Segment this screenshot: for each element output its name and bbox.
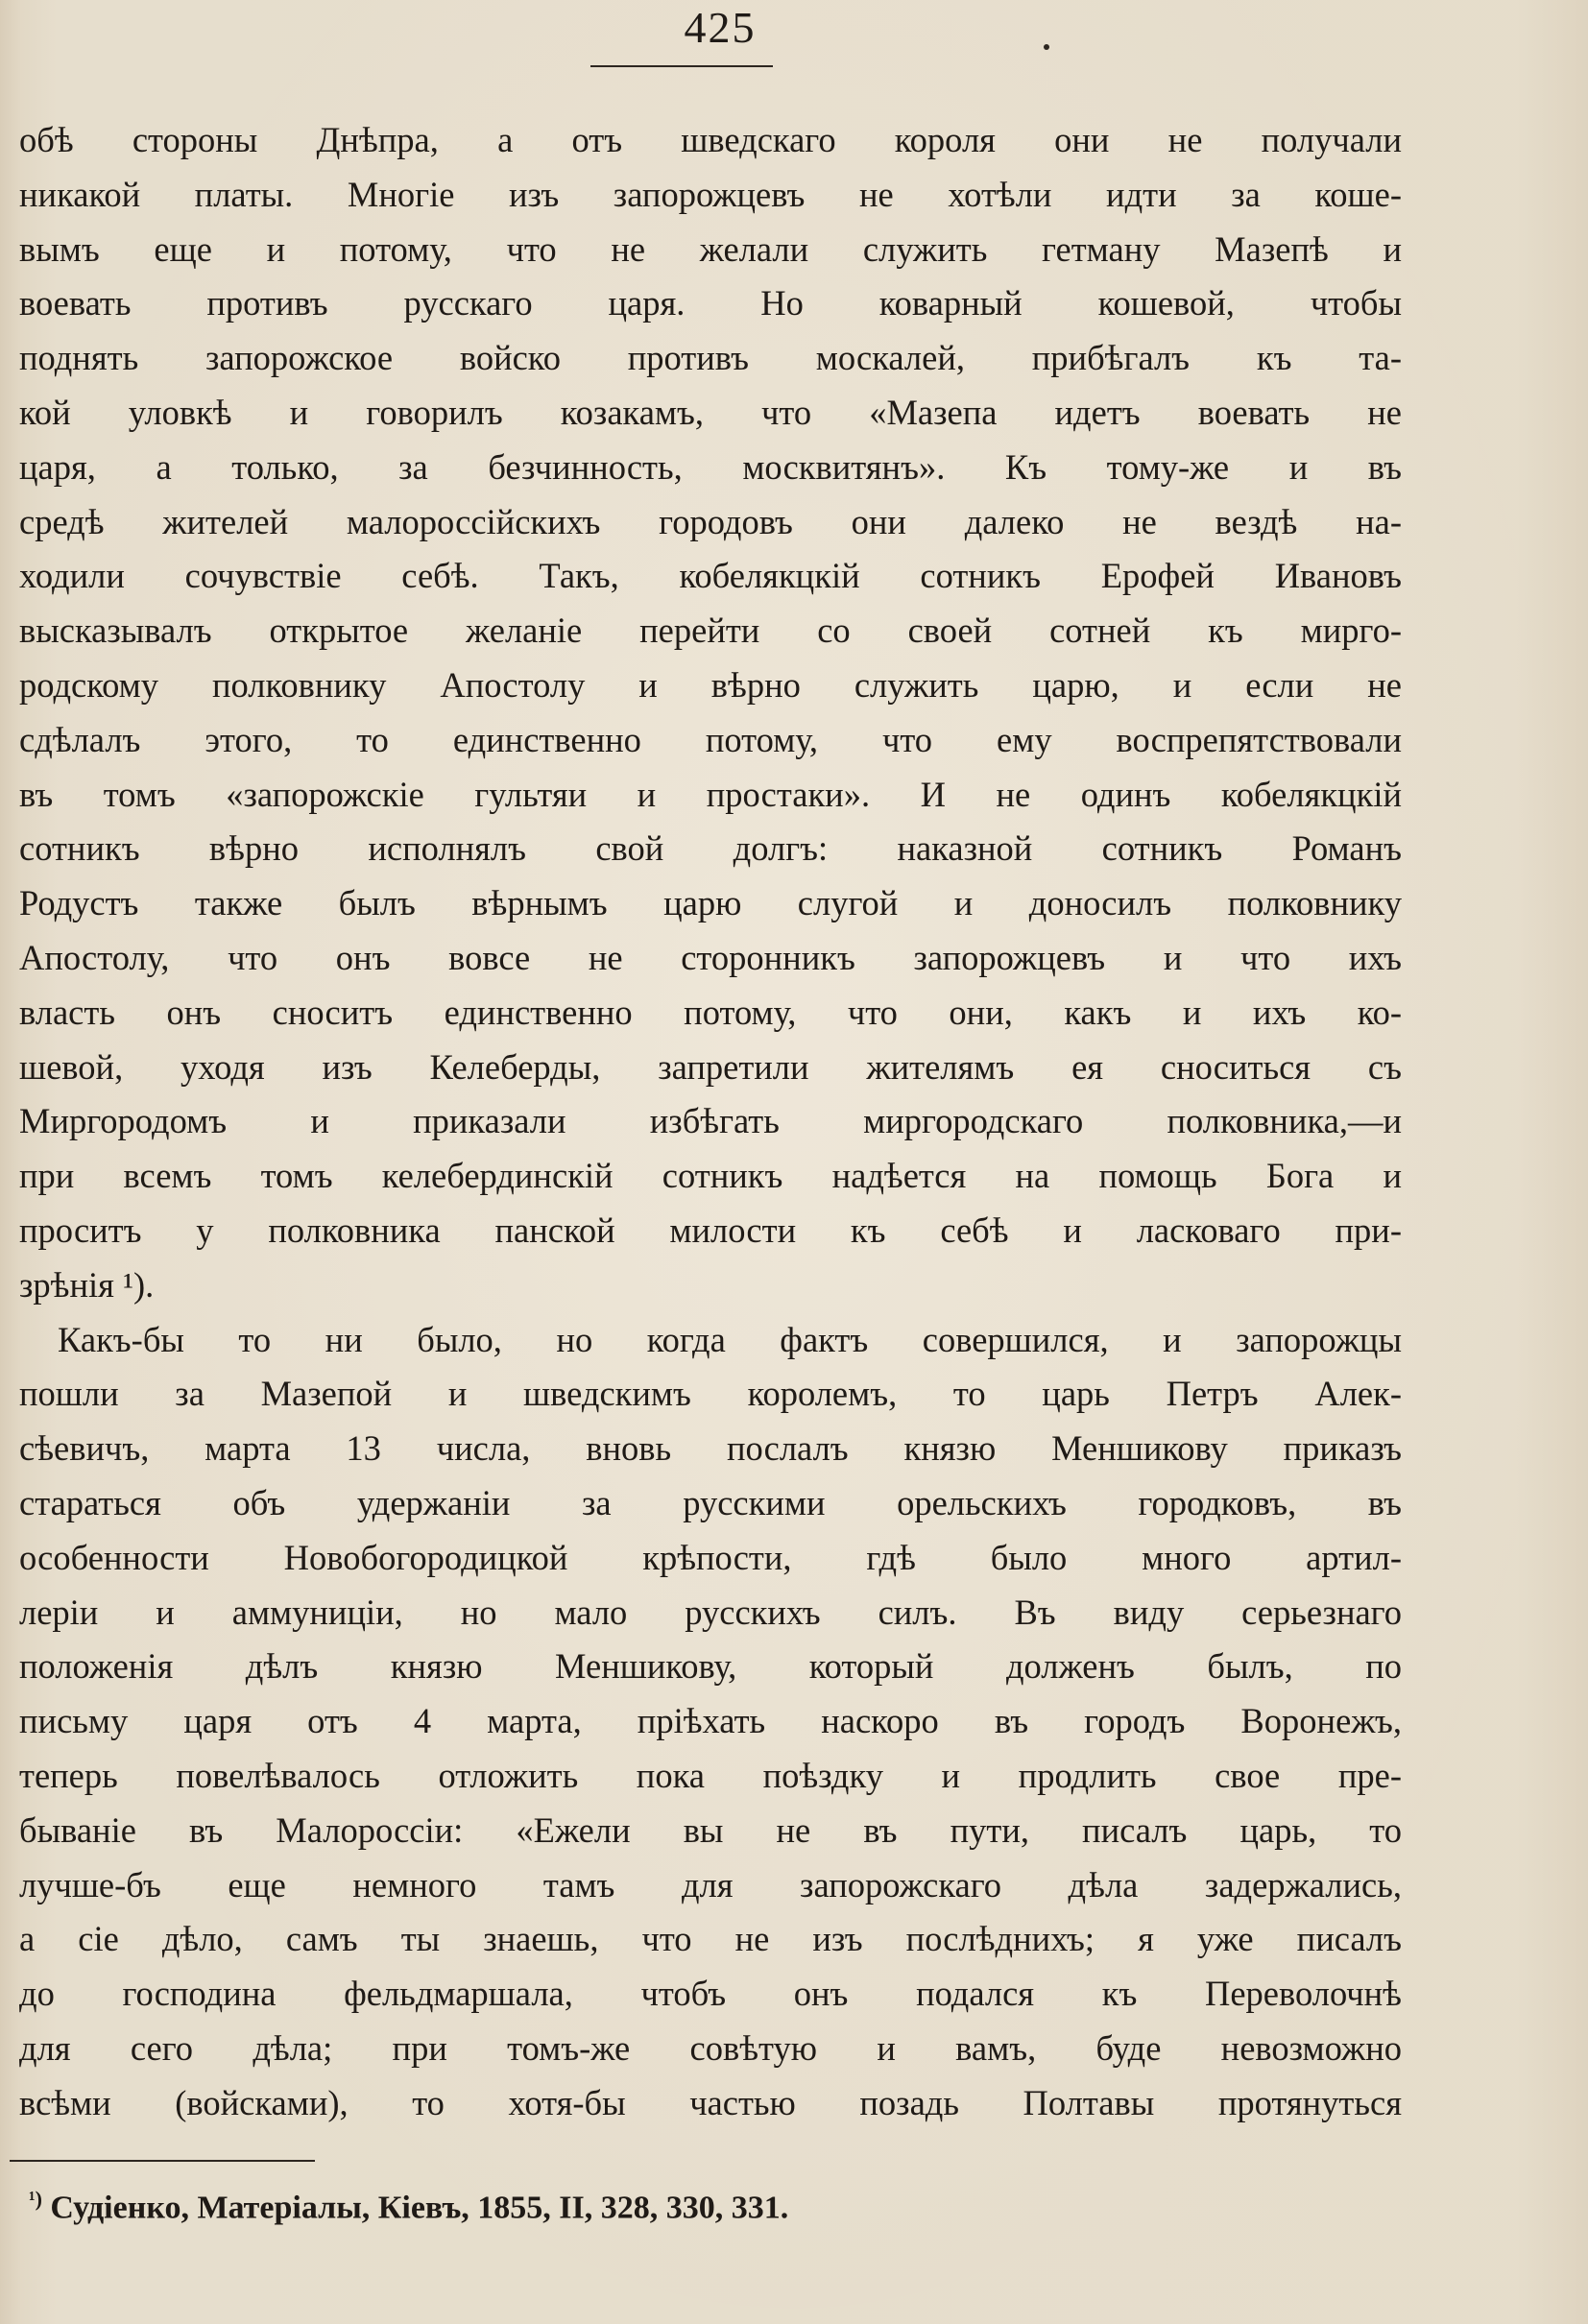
text-line: сѣевичъ, марта 13 числа, вновь послалъ князю Меншикову приказъ (19, 1428, 1402, 1469)
text-line: письму царя отъ 4 марта, пріѣхать наскоро въ городъ Воронежъ, (19, 1701, 1402, 1741)
text-line: поднять запорожское войско противъ москалей, прибѣгалъ къ та- (19, 338, 1402, 378)
text-line: всѣми (войсками), то хотя-бы частью позадь Полтавы протянуться (19, 2082, 1402, 2122)
text-line: стараться объ удержаніи за русскими орельскихъ городковъ, въ (19, 1482, 1402, 1522)
text-line: высказывалъ открытое желаніе перейти со своей сотней къ мирго- (19, 611, 1402, 651)
text-line: бываніе въ Малороссіи: «Ежели вы не въ пути, писалъ царь, то (19, 1809, 1402, 1850)
text-line: Миргородомъ и приказали избѣгать миргородскаго полковника,—и (19, 1101, 1402, 1141)
body-text (19, 113, 1402, 2130)
text-line: а сіе дѣло, самъ ты знаешь, что не изъ послѣднихъ; я уже писалъ (19, 1919, 1402, 1959)
page-number: 425 (684, 3, 757, 52)
text-line: Родустъ также былъ вѣрнымъ царю слугой и доносилъ полковнику (19, 883, 1402, 923)
text-line: при всемъ томъ келебердинскій сотникъ надѣется на помощь Бога и (19, 1156, 1402, 1196)
footnote-text: Судіенко, Матеріалы, Кіевъ, 1855, II, 328, 330, 331. (50, 2190, 789, 2226)
text-line: сдѣлалъ этого, то единственно потому, что ему воспрепятствовали (19, 719, 1402, 759)
text-line: леріи и аммуниціи, но мало русскихъ силъ. Въ виду серьезнаго (19, 1592, 1402, 1632)
ink-speck (1044, 44, 1049, 50)
text-line: теперь повелѣвалось отложить пока поѣздку и продлить свое пре- (19, 1755, 1402, 1795)
text-line: лучше-бъ еще немного тамъ для запорожскаго дѣла задержались, (19, 1864, 1402, 1905)
footnote (29, 2187, 788, 2226)
text-line: Какъ-бы то ни было, но когда фактъ совершился, и запорожцы (58, 1319, 1402, 1359)
text-line: кой уловкѣ и говорилъ козакамъ, что «Мазепа идетъ воевать не (19, 392, 1402, 432)
text-line: власть онъ сноситъ единственно потому, что они, какъ и ихъ ко- (19, 992, 1402, 1032)
header-rule (590, 65, 773, 67)
text-line: особенности Новобогородицкой крѣпости, гдѣ было много артил- (19, 1537, 1402, 1577)
text-line: средѣ жителей малороссійскихъ городовъ они далеко не вездѣ на- (19, 501, 1402, 541)
text-line: въ томъ «запорожскіе гультяи и простаки». И не одинъ кобелякцкій (19, 774, 1402, 814)
text-line: зрѣнія ¹). (19, 1264, 155, 1305)
text-line: царя, а только, за безчинность, москвитянъ». Къ тому-же и въ (19, 446, 1402, 487)
text-line: до господина фельдмаршала, чтобъ онъ подался къ Переволочнѣ (19, 1974, 1402, 2014)
footnote-marker: ¹) (29, 2187, 42, 2211)
text-line: Апостолу, что онъ вовсе не сторонникъ запорожцевъ и что ихъ (19, 937, 1402, 977)
text-line: шевой, уходя изъ Келеберды, запретили жителямъ ея сноситься съ (19, 1046, 1402, 1087)
text-line: никакой платы. Многіе изъ запорожцевъ не хотѣли идти за коше- (19, 174, 1402, 214)
text-line: вымъ еще и потому, что не желали служить гетману Мазепѣ и (19, 228, 1402, 269)
text-line: для сего дѣла; при томъ-же совѣтую и вамъ, буде невозможно (19, 2027, 1402, 2068)
text-line: пошли за Мазепой и шведскимъ королемъ, то царь Петръ Алек- (19, 1374, 1402, 1414)
text-line: обѣ стороны Днѣпра, а отъ шведскаго короля они не получали (19, 120, 1402, 159)
text-line: проситъ у полковника панской милости къ себѣ и ласковаго при- (19, 1210, 1402, 1250)
text-line: положенія дѣлъ князю Меншикову, который долженъ былъ, по (19, 1646, 1402, 1687)
text-line: родскому полковнику Апостолу и вѣрно служить царю, и если не (19, 664, 1402, 705)
text-line: сотникъ вѣрно исполнялъ свой долгъ: наказной сотникъ Романъ (19, 828, 1402, 869)
text-line: ходили сочувствіе себѣ. Такъ, кобелякцкій сотникъ Ерофей Ивановъ (19, 556, 1402, 596)
text-line: воевать противъ русскаго царя. Но коварный кошевой, чтобы (19, 283, 1402, 323)
footnote-rule (10, 2160, 315, 2162)
